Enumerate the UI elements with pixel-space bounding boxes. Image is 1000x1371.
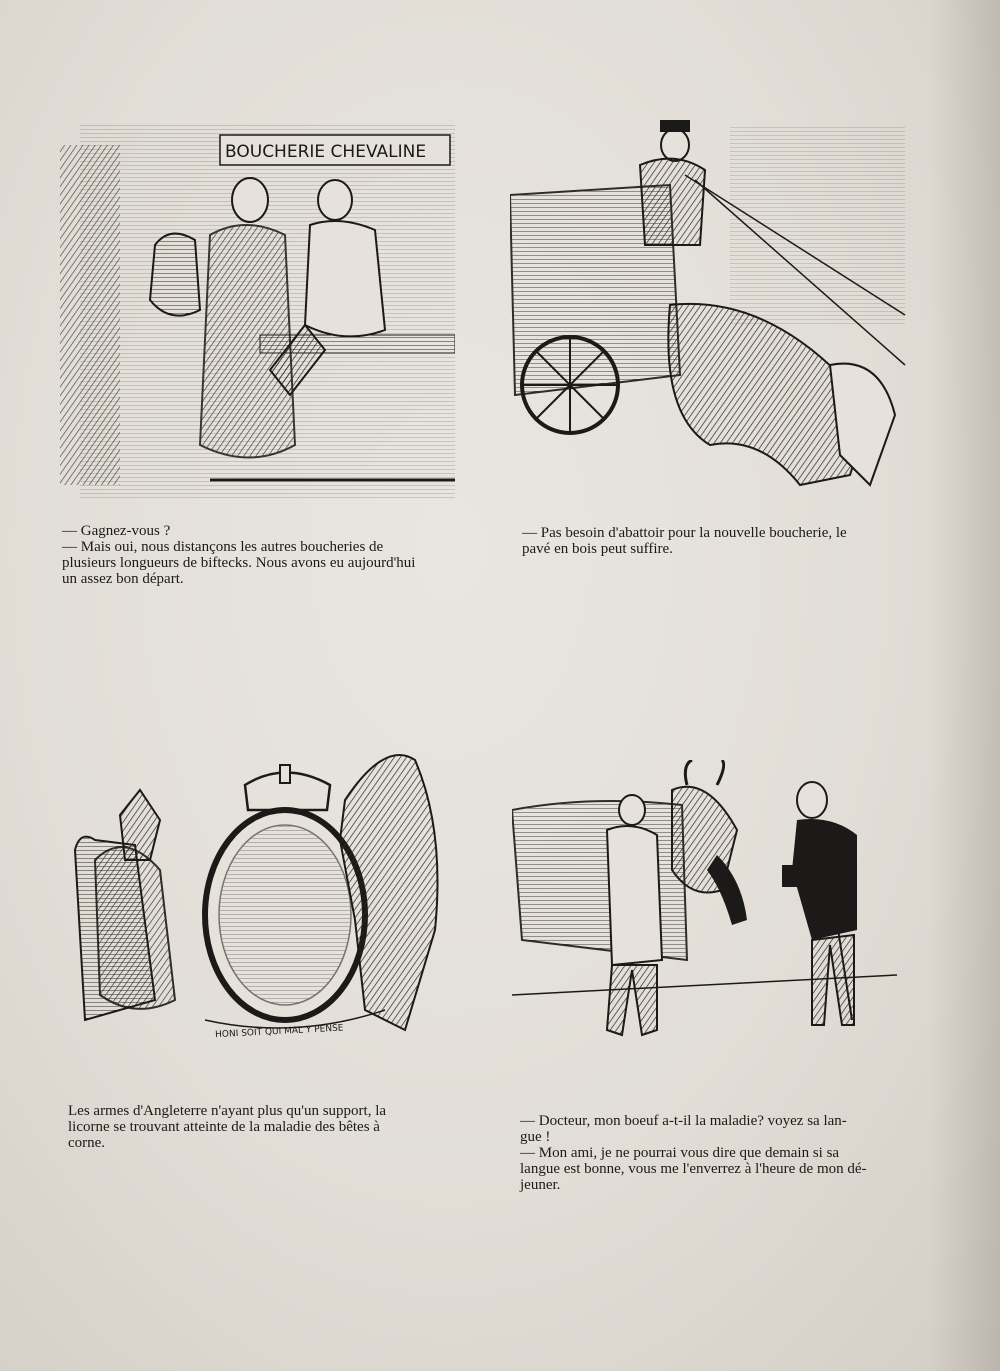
illustration-doctor-and-ox (512, 760, 897, 1045)
caption-line: Les armes d'Angleterre n'ayant plus qu'un support, la (68, 1103, 387, 1119)
sign-text: BOUCHERIE CHEVALINE (225, 142, 427, 162)
caption-bottom-right (520, 1113, 932, 1193)
caption-line: corne. (68, 1135, 106, 1151)
caption-top-right (522, 525, 914, 557)
page-edge-shadow (930, 0, 1000, 1371)
caption-line: langue est bonne, vous me l'enverrez à l'heure de mon dé- (520, 1161, 867, 1177)
caption-line: — Mais oui, nous distançons les autres boucheries de (62, 539, 384, 555)
caption-line: plusieurs longueurs de biftecks. Nous avons eu aujourd'hui (62, 555, 416, 571)
engraving-doctor-ox (512, 760, 897, 1045)
illustration-coat-of-arms (65, 730, 455, 1050)
caption-line: — Gagnez-vous ? (62, 523, 171, 539)
illustration-horse-butchery (60, 125, 455, 500)
caption-line: — Mon ami, je ne pourrai vous dire que demain si sa (520, 1145, 840, 1161)
caption-line: — Pas besoin d'abattoir pour la nouvelle boucherie, le (522, 525, 847, 541)
caption-line: un assez bon départ. (62, 571, 184, 587)
caption-line: licorne se trouvant atteinte de la maladie des bêtes à (68, 1119, 380, 1135)
illustration-fallen-horse-carriage (510, 115, 910, 505)
engraving-coat-of-arms (65, 730, 455, 1050)
caption-bottom-left (68, 1103, 465, 1151)
caption-line: — Docteur, mon boeuf a-t-il la maladie? voyez sa lan- (520, 1113, 847, 1129)
engraving-fallen-horse (510, 115, 910, 505)
caption-line: pavé en bois peut suffire. (522, 541, 673, 557)
caption-line: jeuner. (520, 1177, 561, 1193)
caption-line: gue ! (520, 1129, 551, 1145)
engraving-horse-butchery (60, 125, 455, 500)
motto-text: HONI SOIT QUI MAL Y PENSE (214, 1023, 344, 1041)
caption-top-left (62, 523, 447, 587)
